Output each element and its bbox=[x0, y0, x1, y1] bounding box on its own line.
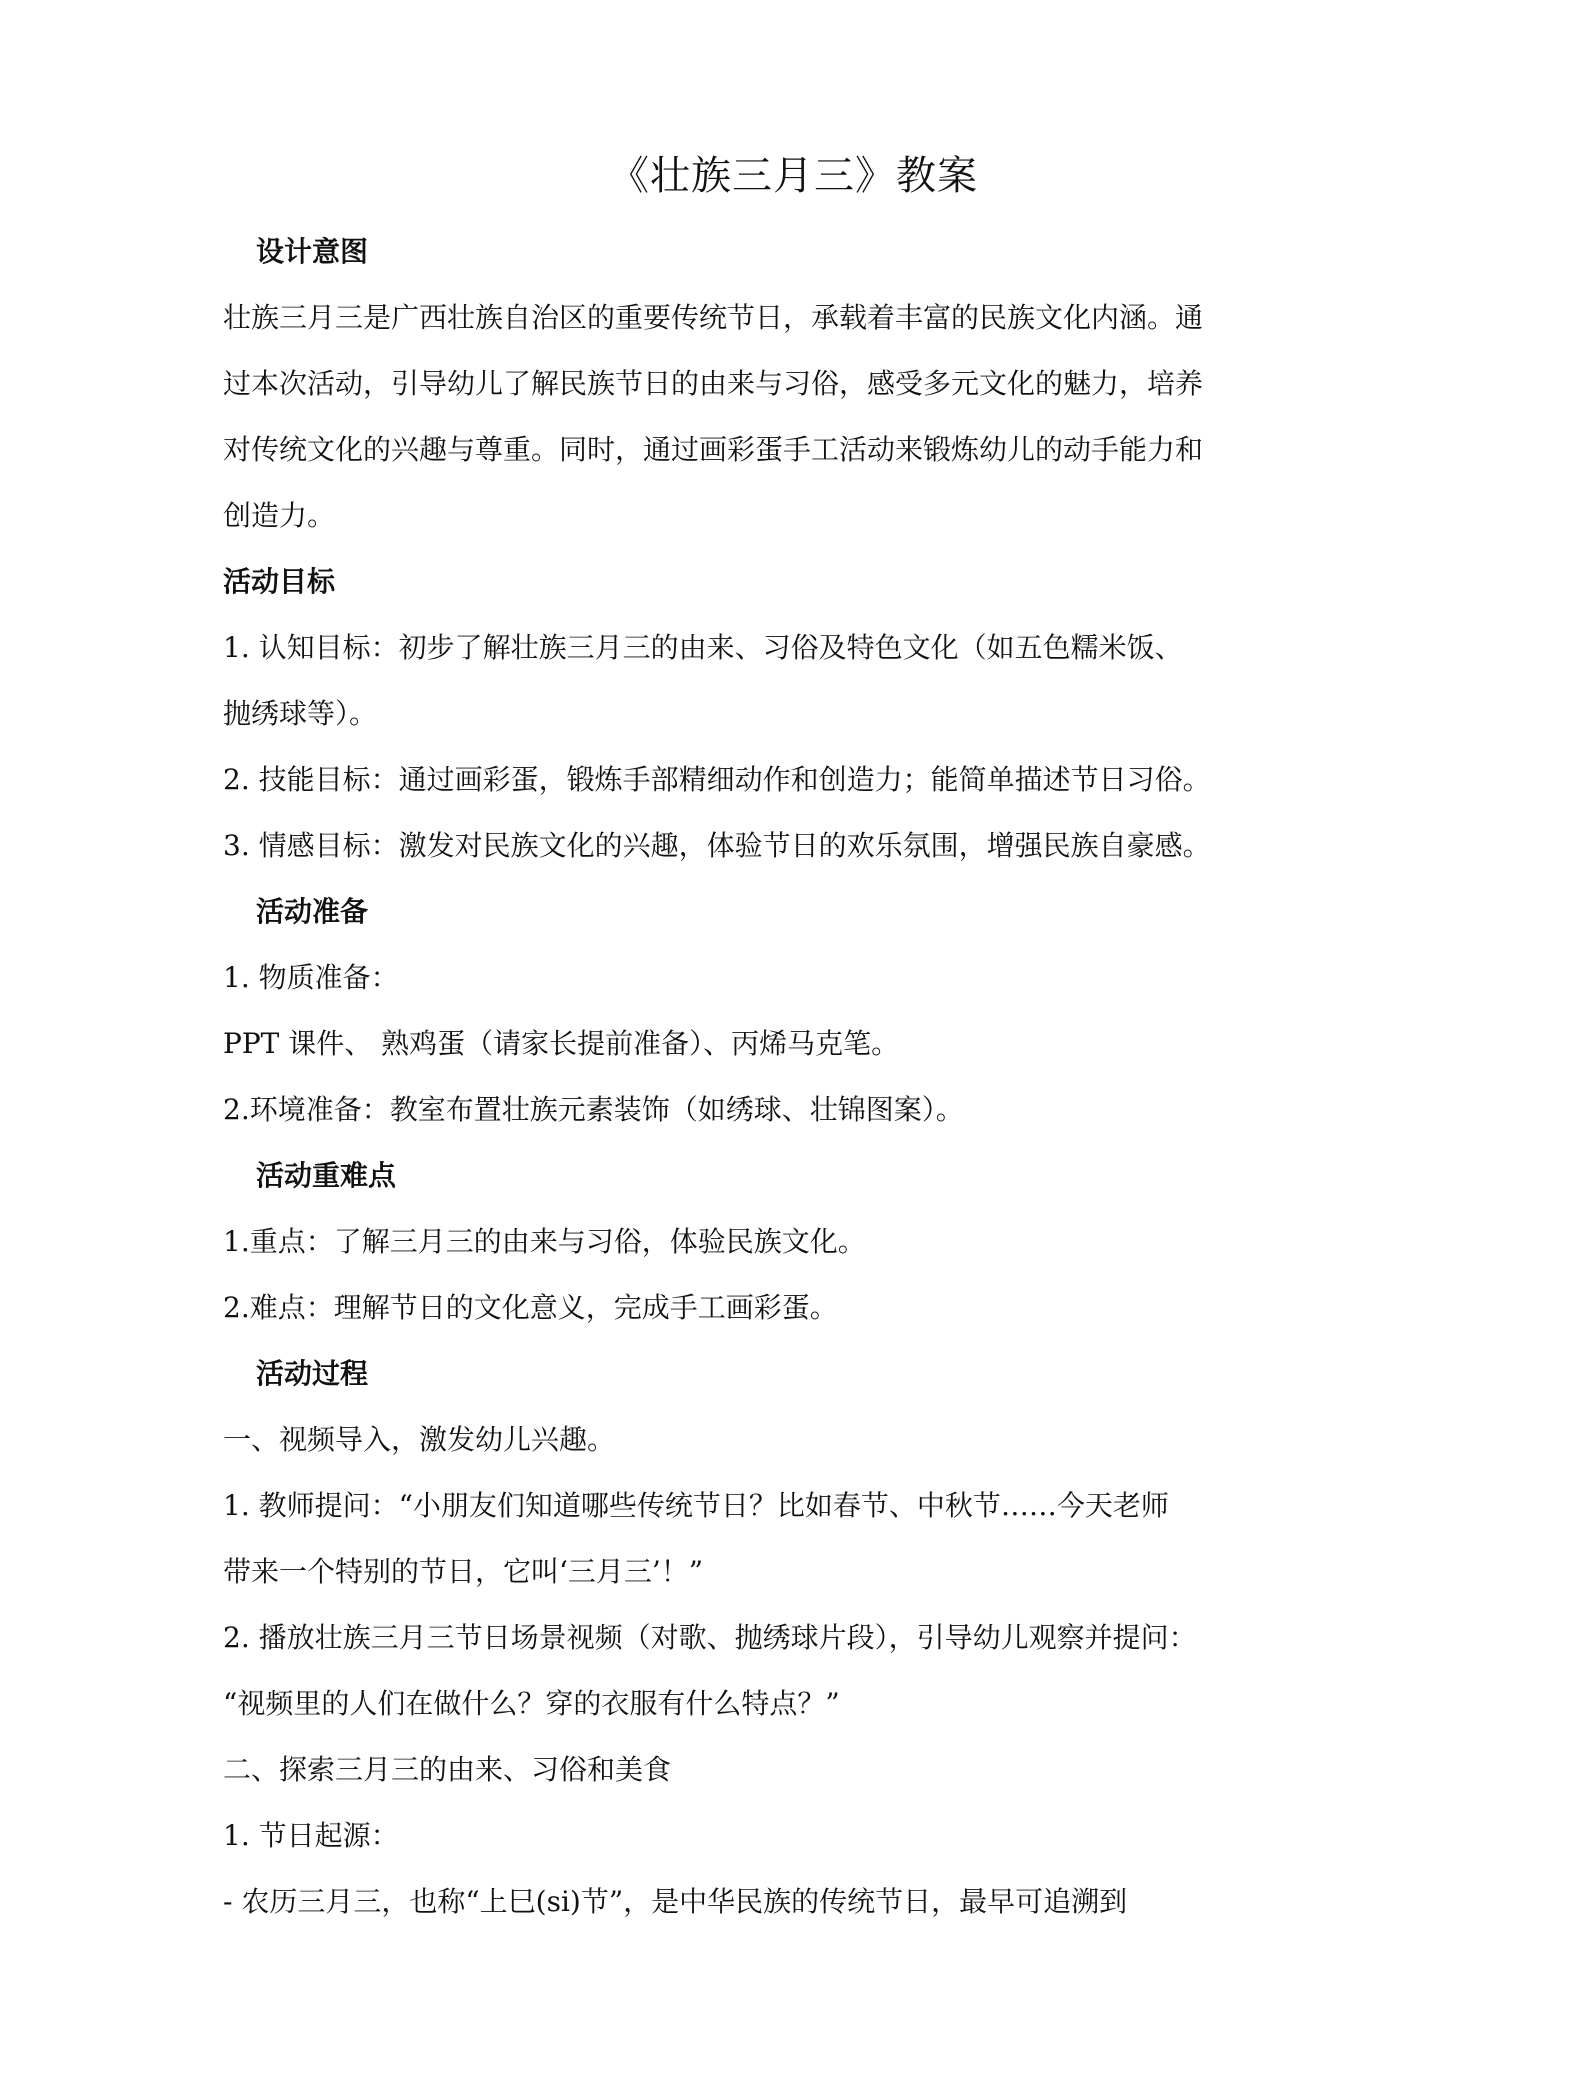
key-point-item: 2.难点：理解节日的文化意义，完成手工画彩蛋。 bbox=[223, 1291, 838, 1324]
preparation-materials: PPT 课件、 熟鸡蛋（请家长提前准备）、丙烯马克笔。 bbox=[223, 1027, 900, 1060]
key-point-item: 1.重点：了解三月三的由来与习俗，体验民族文化。 bbox=[223, 1225, 866, 1258]
objective-item: 2. 技能目标：通过画彩蛋，锻炼手部精细动作和创造力；能简单描述节日习俗。 bbox=[223, 763, 1211, 796]
objective-item-continued: 抛绣球等）。 bbox=[223, 697, 378, 730]
section-heading-key-points: 活动重难点 bbox=[256, 1159, 397, 1192]
section-heading-preparation: 活动准备 bbox=[256, 895, 369, 928]
paragraph-line: 对传统文化的兴趣与尊重。同时，通过画彩蛋手工活动来锻炼幼儿的动手能力和 bbox=[223, 433, 1204, 466]
process-step-heading: 一、视频导入，激发幼儿兴趣。 bbox=[223, 1423, 616, 1456]
preparation-item: 1. 物质准备： bbox=[223, 961, 399, 994]
objective-item: 3. 情感目标：激发对民族文化的兴趣，体验节日的欢乐氛围，增强民族自豪感。 bbox=[223, 829, 1211, 862]
process-item-continued: “视频里的人们在做什么？穿的衣服有什么特点？” bbox=[223, 1687, 840, 1720]
paragraph-line: 壮族三月三是广西壮族自治区的重要传统节日，承载着丰富的民族文化内涵。通 bbox=[223, 301, 1204, 334]
process-item: 1. 教师提问：“小朋友们知道哪些传统节日？比如春节、中秋节……今天老师 bbox=[223, 1489, 1169, 1522]
process-bullet: - 农历三月三，也称“上巳(si)节”，是中华民族的传统节日，最早可追溯到 bbox=[223, 1885, 1128, 1918]
process-item: 2. 播放壮族三月三节日场景视频（对歌、抛绣球片段），引导幼儿观察并提问： bbox=[223, 1621, 1197, 1654]
objective-item: 1. 认知目标：初步了解壮族三月三的由来、习俗及特色文化（如五色糯米饭、 bbox=[223, 631, 1183, 664]
preparation-item: 2.环境准备：教室布置壮族元素装饰（如绣球、壮锦图案）。 bbox=[223, 1093, 964, 1126]
process-item-continued: 带来一个特别的节日，它叫‘三月三’！” bbox=[223, 1555, 704, 1588]
section-heading-objectives: 活动目标 bbox=[223, 565, 336, 598]
section-heading-design-intent: 设计意图 bbox=[256, 235, 369, 268]
section-heading-process: 活动过程 bbox=[256, 1357, 369, 1390]
paragraph-line: 创造力。 bbox=[223, 499, 336, 532]
paragraph-line: 过本次活动，引导幼儿了解民族节日的由来与习俗，感受多元文化的魅力，培养 bbox=[223, 367, 1204, 400]
document-title: 《壮族三月三》教案 bbox=[609, 153, 978, 199]
process-subheading: 1. 节日起源： bbox=[223, 1819, 399, 1852]
process-step-heading: 二、探索三月三的由来、习俗和美食 bbox=[223, 1753, 672, 1786]
